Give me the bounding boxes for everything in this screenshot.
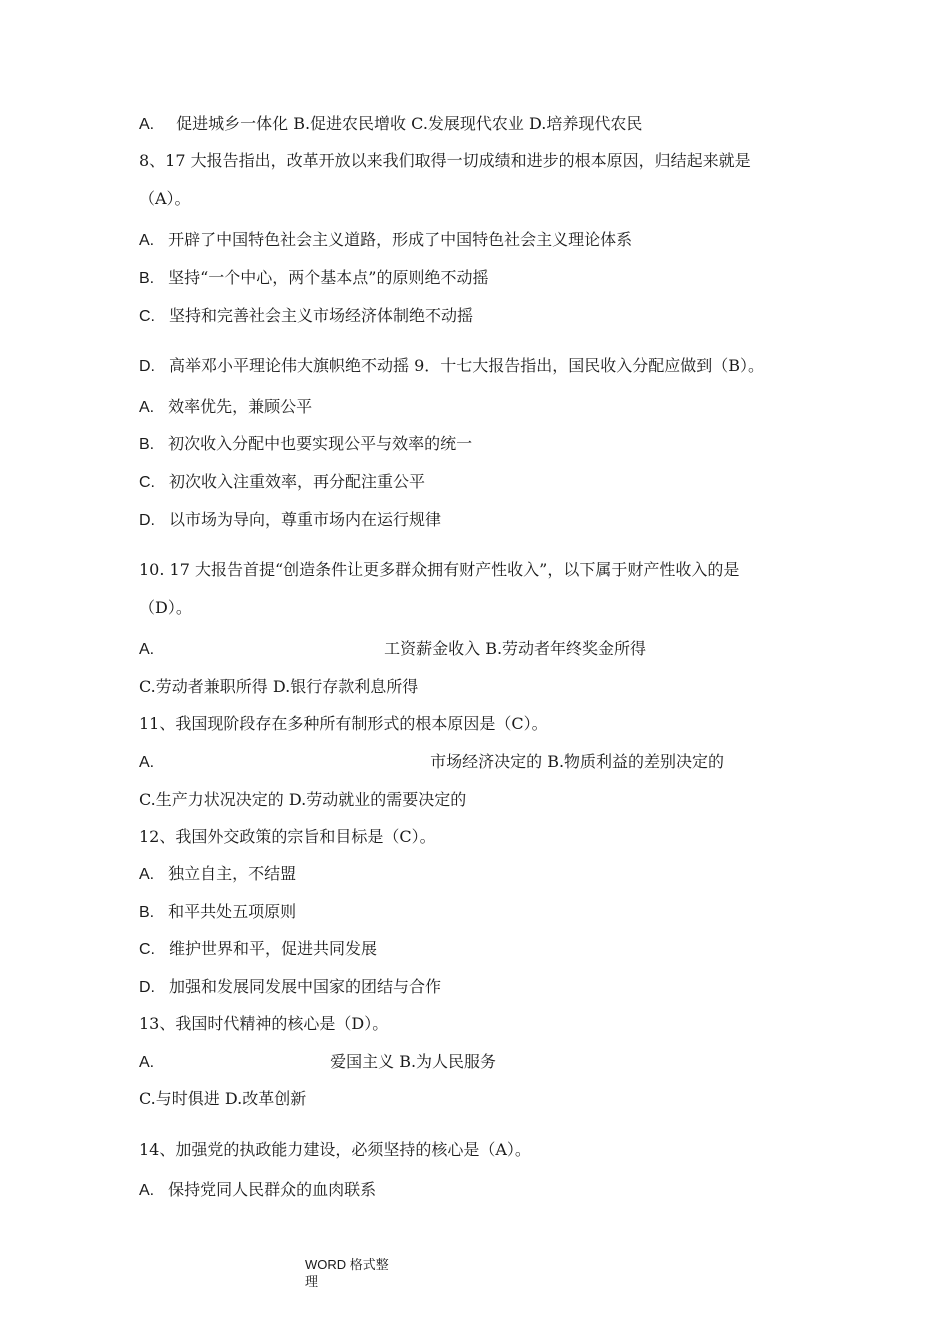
option-line: C. 初次收入注重效率，再分配注重公平	[139, 472, 426, 491]
option-line: B. 坚持“一个中心，两个基本点”的原则绝不动摇	[139, 268, 489, 287]
option-line: C.劳动者兼职所得 D.银行存款利息所得	[139, 677, 419, 696]
option-line: A. 工资薪金收入 B.劳动者年终奖金所得	[139, 639, 647, 658]
footer-line: 理	[305, 1274, 319, 1289]
question-line: 10. 17 大报告首提“创造条件让更多群众拥有财产性收入”，以下属于财产性收入的是	[139, 560, 740, 579]
footer-line: WORD 格式整	[305, 1257, 389, 1272]
option-line: D. 以市场为导向，尊重市场内在运行规律	[139, 510, 442, 529]
option-line: C.与时俱进 D.改革创新	[139, 1089, 307, 1108]
question-line: 11、我国现阶段存在多种所有制形式的根本原因是（C）。	[139, 714, 548, 733]
question-line: （D）。	[139, 598, 192, 617]
option-line: C. 维护世界和平，促进共同发展	[139, 939, 378, 958]
option-line: A. 市场经济决定的 B.物质利益的差别决定的	[139, 752, 725, 771]
option-line: A. 效率优先，兼顾公平	[139, 397, 313, 416]
question-line: 12、我国外交政策的宗旨和目标是（C）。	[139, 827, 436, 846]
option-line: D. 加强和发展同发展中国家的团结与合作	[139, 977, 442, 996]
page-footer	[305, 1256, 389, 1290]
question-line: 13、我国时代精神的核心是（D）。	[139, 1014, 389, 1033]
option-line: C. 坚持和完善社会主义市场经济体制绝不动摇	[139, 306, 474, 325]
option-line: C.生产力状况决定的 D.劳动就业的需要决定的	[139, 790, 467, 809]
question-line: 8、17 大报告指出，改革开放以来我们取得一切成绩和进步的根本原因，归结起来就是	[139, 151, 751, 170]
option-line: A. 爱国主义 B.为人民服务	[139, 1052, 497, 1071]
question-line: 14、加强党的执政能力建设，必须坚持的核心是（A）。	[139, 1140, 531, 1159]
option-line: A. 开辟了中国特色社会主义道路，形成了中国特色社会主义理论体系	[139, 230, 633, 249]
option-line: A. 促进城乡一体化 B.促进农民增收 C.发展现代农业 D.培养现代农民	[139, 114, 643, 133]
option-line: A. 独立自主，不结盟	[139, 864, 297, 883]
option-line: B. 初次收入分配中也要实现公平与效率的统一	[139, 434, 473, 453]
option-line: B. 和平共处五项原则	[139, 902, 297, 921]
option-line: D. 高举邓小平理论伟大旗帜绝不动摇 9．十七大报告指出，国民收入分配应做到（B）。	[139, 356, 765, 375]
option-line: A. 保持党同人民群众的血肉联系	[139, 1180, 377, 1199]
question-line: （A）。	[139, 189, 191, 208]
